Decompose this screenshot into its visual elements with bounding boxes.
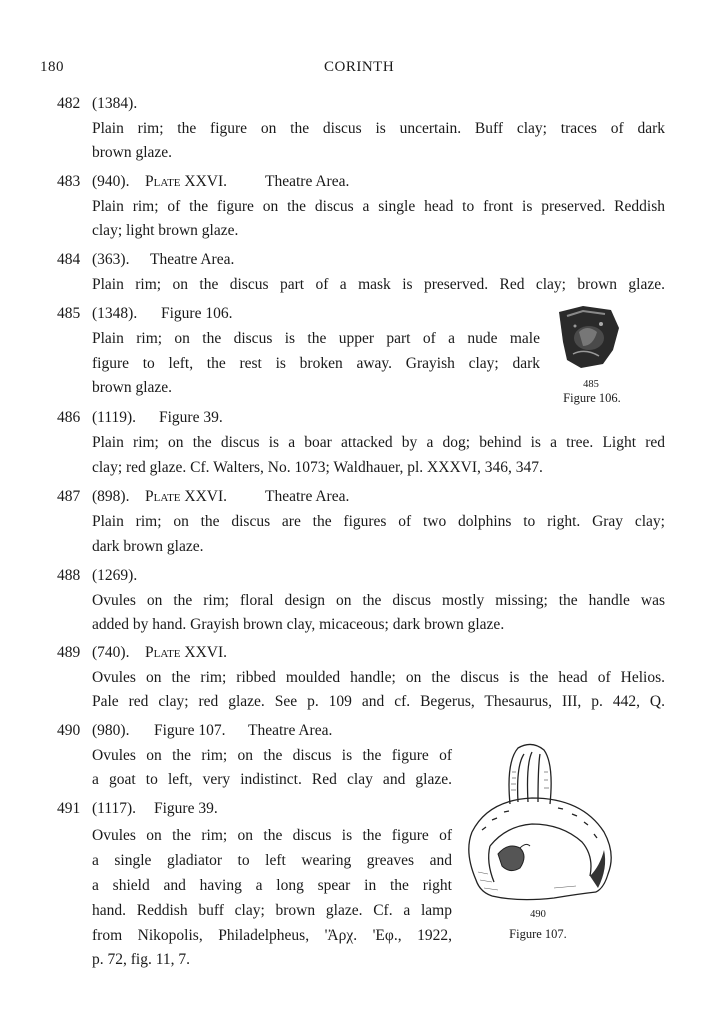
lamp-fragment-figure-107 <box>458 742 618 907</box>
find-location: Theatre Area. <box>150 251 235 268</box>
figure-number: 485 <box>583 379 599 390</box>
entry-inventory: (740). <box>92 644 130 661</box>
entry-text-line: Plain rim; on the discus part of a mask is preserved. Red clay; brown glaze. <box>92 276 665 293</box>
entry-text-line: added by hand. Grayish brown clay, micaceous; dark brown glaze. <box>92 616 505 633</box>
entry-inventory: (898). <box>92 488 130 505</box>
entry-text-line: Plain rim; on the discus are the figures of two dolphins to right. Gray clay; <box>92 513 665 530</box>
entry-inventory: (1269). <box>92 567 138 584</box>
figure-reference: Figure 39. <box>154 800 218 817</box>
entry-text-line: figure to left, the rest is broken away. Grayish clay; dark <box>92 355 540 372</box>
figure-caption: Figure 107. <box>509 927 567 941</box>
find-location: Theatre Area. <box>248 722 333 739</box>
find-location: Theatre Area. <box>265 173 350 190</box>
figure-number: 490 <box>530 909 546 920</box>
page-number: 180 <box>40 59 64 75</box>
entry-number: 484 <box>57 251 81 268</box>
entry-text-line: brown glaze. <box>92 144 173 161</box>
entry-number: 485 <box>57 305 81 322</box>
entry-inventory: (363). <box>92 251 130 268</box>
entry-text-line: Ovules on the rim; ribbed moulded handle; on the discus is the head of Helios. <box>92 669 665 686</box>
entry-text-line: p. 72, fig. 11, 7. <box>92 951 191 968</box>
entry-inventory: (1119). <box>92 409 137 426</box>
entry-text-line: clay; light brown glaze. <box>92 222 239 239</box>
entry-text-line: brown glaze. <box>92 379 173 396</box>
plate-reference: Plate XXVI. <box>145 173 227 190</box>
entry-text-line: Plain rim; of the figure on the discus a single head to front is preserved. Reddish <box>92 198 665 215</box>
running-title: CORINTH <box>324 59 395 75</box>
entry-inventory: (940). <box>92 173 130 190</box>
plate-reference: Plate XXVI. <box>145 488 227 505</box>
lamp-fragment-figure-106 <box>553 302 623 372</box>
entry-text-line: dark brown glaze. <box>92 538 204 555</box>
entry-number: 489 <box>57 644 81 661</box>
entry-text-line: clay; red glaze. Cf. Walters, No. 1073; Waldhauer, pl. XXXVI, 346, 347. <box>92 459 543 476</box>
entry-number: 491 <box>57 800 81 817</box>
entry-number: 487 <box>57 488 81 505</box>
entry-inventory: (1117). <box>92 800 137 817</box>
entry-inventory: (1384). <box>92 95 138 112</box>
entry-text-line: Ovules on the rim; on the discus is the figure of <box>92 827 452 844</box>
entry-text-line: a shield and having a long spear in the right <box>92 877 452 894</box>
entry-number: 488 <box>57 567 81 584</box>
figure-reference: Figure 106. <box>161 305 233 322</box>
figure-caption: Figure 106. <box>563 391 621 405</box>
entry-text-line: from Nikopolis, Philadelpheus, 'Ἀρχ. 'Εφ., 1922, <box>92 927 452 944</box>
entry-inventory: (980). <box>92 722 130 739</box>
entry-inventory: (1348). <box>92 305 138 322</box>
entry-text-line: Ovules on the rim; floral design on the discus mostly missing; the handle was <box>92 592 665 609</box>
entry-text-line: a single gladiator to left wearing greaves and <box>92 852 452 869</box>
entry-number: 490 <box>57 722 81 739</box>
entry-text-line: Pale red clay; red glaze. See p. 109 and cf. Begerus, Thesaurus, III, p. 442, Q. <box>92 693 665 710</box>
entry-number: 483 <box>57 173 81 190</box>
entry-text-line: hand. Reddish buff clay; brown glaze. Cf. a lamp <box>92 902 452 919</box>
entry-number: 486 <box>57 409 81 426</box>
entry-number: 482 <box>57 95 81 112</box>
entry-text-line: Ovules on the rim; on the discus is the figure of <box>92 747 452 764</box>
entry-text-line: Plain rim; on the discus is the upper part of a nude male <box>92 330 540 347</box>
entry-text-line: Plain rim; the figure on the discus is uncertain. Buff clay; traces of dark <box>92 120 665 137</box>
find-location: Theatre Area. <box>265 488 350 505</box>
entry-text-line: Plain rim; on the discus is a boar attacked by a dog; behind is a tree. Light red <box>92 434 665 451</box>
figure-reference: Figure 107. <box>154 722 226 739</box>
figure-reference: Figure 39. <box>159 409 223 426</box>
plate-reference: Plate XXVI. <box>145 644 227 661</box>
entry-text-line: a goat to left, very indistinct. Red clay and glaze. <box>92 771 452 788</box>
